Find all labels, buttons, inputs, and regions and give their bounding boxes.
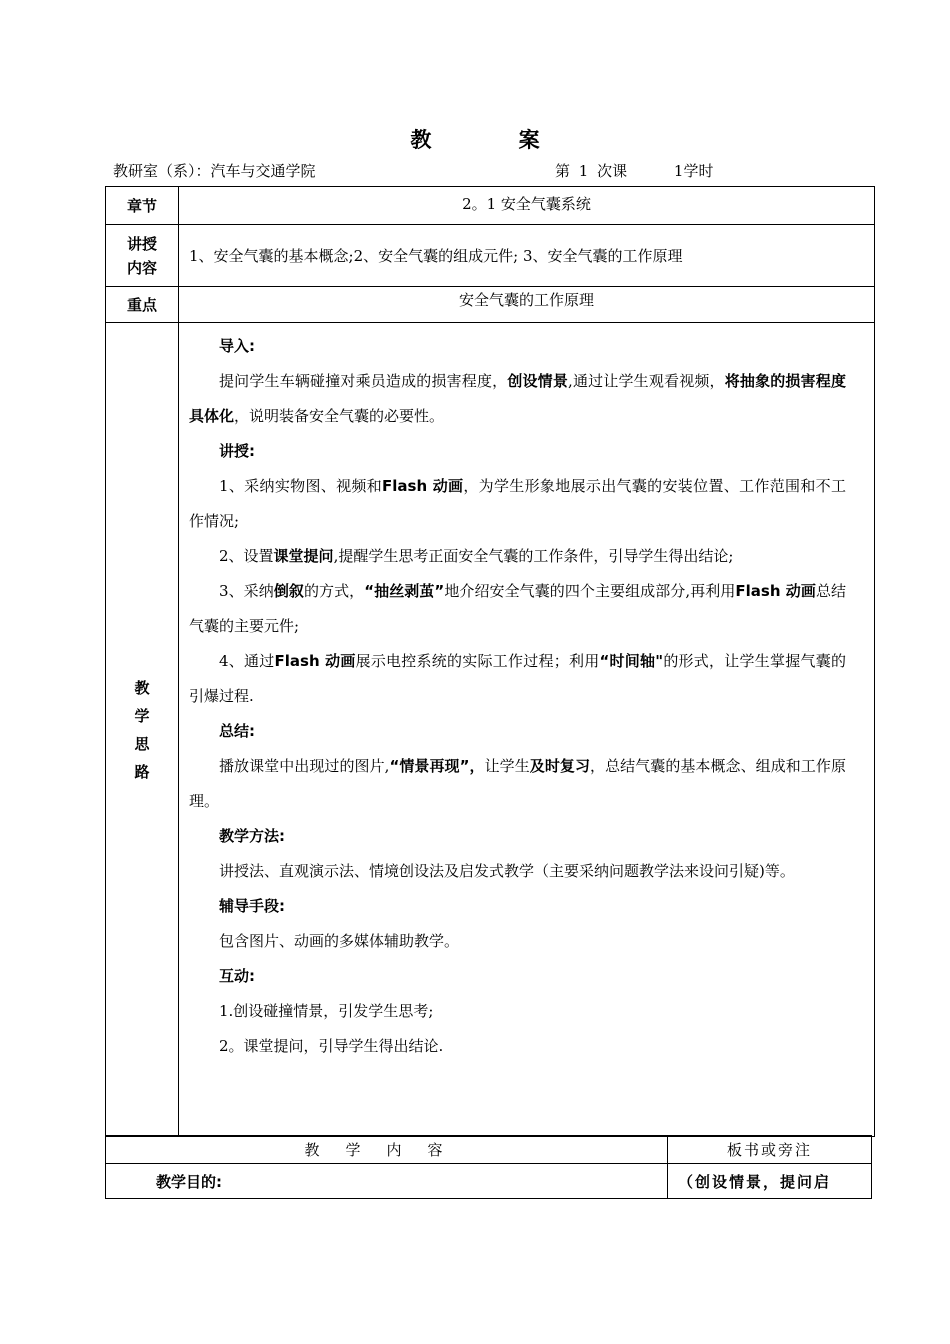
interaction-item-2: 2。课堂提问，引导学生得出结论. xyxy=(219,1037,444,1055)
method-heading: 教学方法: xyxy=(219,827,285,845)
interaction-item-1: 1.创设碰撞情景，引发学生思考; xyxy=(219,1002,434,1020)
content-table xyxy=(105,1135,872,1199)
content-value: 1、安全气囊的基本概念;2、安全气囊的组成元件; 3、安全气囊的工作原理 xyxy=(179,225,875,287)
aid-paragraph: 包含图片、动画的多媒体辅助教学。 xyxy=(219,932,460,950)
teach-item-4: 4、通过Flash 动画展示电控系统的实际工作过程；利用“时间轴"的形式，让学生掌握气囊的引爆过程. xyxy=(189,652,846,705)
interaction-heading: 互动: xyxy=(219,967,255,985)
teach-item-2: 2、设置课堂提问,提醒学生思考正面安全气囊的工作条件，引导学生得出结论; xyxy=(219,547,734,565)
content-row xyxy=(106,225,875,287)
summary-paragraph: 播放课堂中出现过的图片,“情景再现”，让学生及时复习，总结气囊的基本概念、组成和工作原理。 xyxy=(189,757,846,810)
chapter-value: 2。1 安全气囊系统 xyxy=(179,187,875,225)
department: 教研室（系）：汽车与交通学院 xyxy=(113,162,316,180)
teach-item-1: 1、采纳实物图、视频和Flash 动画，为学生形象地展示出气囊的安装位置、工作范围和不工作情况; xyxy=(189,477,846,530)
key-label: 重点 xyxy=(106,287,179,323)
lesson-no: 1 xyxy=(578,162,589,180)
lesson-table xyxy=(105,186,875,1137)
intro-paragraph: 提问学生车辆碰撞对乘员造成的损害程度，创设情景,通过让学生观看视频，将抽象的损害程度具体化，说明装备安全气囊的必要性。 xyxy=(189,372,846,425)
lesson-suffix: 次课 xyxy=(597,162,628,180)
thinking-label-char: 路 xyxy=(134,762,150,781)
col-content-header: 教学内容 xyxy=(106,1136,668,1164)
lesson-info xyxy=(555,160,717,181)
intro-heading: 导入: xyxy=(219,337,255,355)
content-label xyxy=(106,225,179,287)
content-table-header xyxy=(106,1136,872,1164)
lesson-prefix: 第 xyxy=(555,162,571,180)
chapter-row xyxy=(106,187,875,225)
teach-heading: 讲授: xyxy=(219,442,255,460)
chapter-label: 章节 xyxy=(106,187,179,225)
lesson-hours: 1学时 xyxy=(673,162,714,180)
thinking-row xyxy=(106,323,875,1137)
col-note-header: 板书或旁注 xyxy=(668,1136,872,1164)
content-label-line1: 讲授 xyxy=(126,234,157,253)
thinking-label-char: 教 xyxy=(134,678,150,697)
goal-row xyxy=(106,1164,872,1199)
teach-item-3: 3、采纳倒叙的方式，“抽丝剥茧”地介绍安全气囊的四个主要组成部分,再利用Flash 动画总结气囊的主要元件; xyxy=(189,582,847,635)
thinking-label-char: 学 xyxy=(134,706,150,725)
aid-heading: 辅导手段: xyxy=(219,897,285,915)
summary-heading: 总结: xyxy=(219,722,255,740)
content-label-line2: 内容 xyxy=(126,258,157,277)
method-paragraph: 讲授法、直观演示法、情境创设法及启发式教学（主要采纳问题教学法来设问引疑)等。 xyxy=(219,862,795,880)
thinking-label xyxy=(106,323,179,1137)
note-text: （创设情景，提问启 xyxy=(668,1164,872,1199)
doc-title: 教 案 xyxy=(410,127,580,152)
key-row xyxy=(106,287,875,323)
key-value: 安全气囊的工作原理 xyxy=(179,287,875,323)
thinking-content xyxy=(179,323,875,1137)
thinking-label-char: 思 xyxy=(134,734,150,753)
goal-label: 教学目的: xyxy=(106,1164,668,1199)
